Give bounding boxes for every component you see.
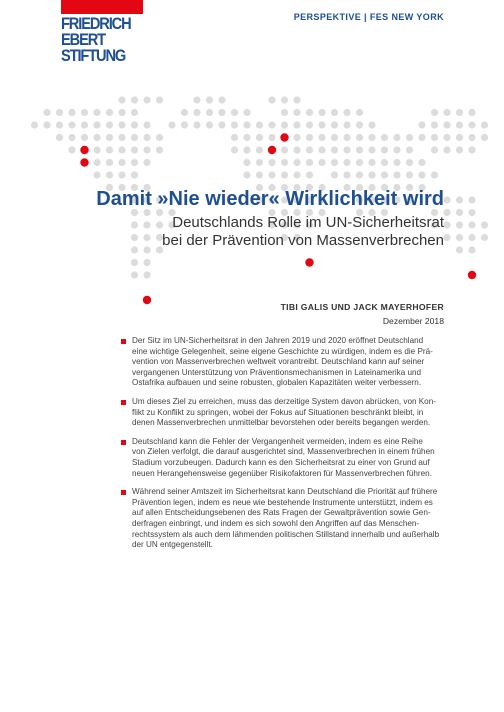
- bullet-text: [132, 487, 448, 551]
- map-dot: [343, 121, 350, 128]
- red-square-bullet-icon: [121, 490, 126, 495]
- map-dot: [43, 121, 50, 128]
- map-dot: [156, 146, 163, 153]
- map-dot: [218, 96, 225, 103]
- map-dot: [443, 209, 450, 216]
- map-dot: [481, 234, 488, 241]
- map-dot: [231, 121, 238, 128]
- bullet-text: [132, 336, 448, 389]
- bullet-line: Prävention legen, indem es neue wie bestehende Instrumente unterstützt, indem es: [132, 497, 433, 507]
- map-dot: [393, 146, 400, 153]
- map-accent-dot: [143, 296, 151, 304]
- map-accent-dot: [268, 146, 276, 154]
- map-dot: [368, 171, 375, 178]
- logo-red-bar: [61, 0, 143, 14]
- map-dot: [118, 146, 125, 153]
- map-dot: [143, 221, 150, 228]
- map-dot: [406, 159, 413, 166]
- map-dot: [443, 134, 450, 141]
- red-square-bullet-icon: [121, 339, 126, 344]
- map-dot: [468, 246, 475, 253]
- fes-logo: [61, 16, 147, 64]
- map-dot: [431, 134, 438, 141]
- map-dot: [418, 121, 425, 128]
- map-dot: [131, 221, 138, 228]
- map-dot: [68, 121, 75, 128]
- map-dot: [431, 146, 438, 153]
- subtitle: [162, 214, 444, 250]
- map-dot: [443, 121, 450, 128]
- bullet-line: auf allen Entscheidungsebenen des Rats Fragen der Gewaltprävention sowie Gen-: [132, 508, 431, 518]
- map-dot: [106, 121, 113, 128]
- map-accent-dot: [305, 258, 313, 266]
- bullet-line: Stadium vorzubeugen. Dadurch kann es den Sicherheitsrat zu einer von Grund auf: [132, 457, 430, 467]
- bullet-line: vergangenen Unterstützung von Präventionsmechanismen in Lateinamerika und: [132, 367, 422, 377]
- map-dot: [131, 259, 138, 266]
- map-dot: [268, 159, 275, 166]
- bullet-line: von Zielen verfolgt, die darauf ausgerichtet sind, Massenverbrechen in einem frühen: [132, 447, 435, 457]
- map-dot: [118, 134, 125, 141]
- bullet-line: eine wichtige Gelegenheit, seine eigene Geschichte zu würdigen, indem es die Prä-: [132, 346, 433, 356]
- bullet-line: vention von Massenverbrechen weltweit vorantreibt. Deutschland kann auf seiner: [132, 357, 425, 367]
- list-item: [132, 437, 448, 479]
- map-dot: [343, 146, 350, 153]
- publication-date: Dezember 2018: [382, 316, 444, 326]
- map-dot: [293, 134, 300, 141]
- map-dot: [406, 146, 413, 153]
- map-dot: [468, 234, 475, 241]
- map-dot: [93, 121, 100, 128]
- map-dot: [293, 109, 300, 116]
- map-dot: [331, 146, 338, 153]
- map-dot: [381, 134, 388, 141]
- map-dot: [456, 221, 463, 228]
- map-dot: [468, 196, 475, 203]
- map-dot: [456, 134, 463, 141]
- bullet-text: [132, 437, 448, 479]
- map-dot: [356, 159, 363, 166]
- map-dot: [281, 171, 288, 178]
- map-dot: [256, 159, 263, 166]
- map-dot: [231, 146, 238, 153]
- map-dot: [143, 159, 150, 166]
- map-dot: [93, 134, 100, 141]
- list-item: [132, 397, 448, 429]
- map-accent-dot: [80, 146, 88, 154]
- map-dot: [143, 96, 150, 103]
- map-dot: [143, 134, 150, 141]
- map-dot: [193, 96, 200, 103]
- map-dot: [331, 121, 338, 128]
- map-dot: [368, 121, 375, 128]
- map-dot: [456, 109, 463, 116]
- map-dot: [131, 146, 138, 153]
- map-dot: [443, 234, 450, 241]
- bullet-line: denen Massenverbrechen unmittelbar bevorstehen oder bereits begangen werden.: [132, 418, 431, 428]
- map-dot: [68, 146, 75, 153]
- map-dot: [243, 159, 250, 166]
- map-dot: [356, 109, 363, 116]
- map-dot: [118, 109, 125, 116]
- bullet-line: Um dieses Ziel zu erreichen, muss das derzeitige System davon abrücken, von Kon-: [132, 396, 436, 406]
- map-dot: [418, 171, 425, 178]
- map-dot: [243, 121, 250, 128]
- bullet-line: rechtssystem als auch dem lähmenden politischen Stillstand innerhalb und außerhalb: [132, 529, 440, 539]
- map-dot: [456, 196, 463, 203]
- map-dot: [481, 134, 488, 141]
- map-dot: [443, 109, 450, 116]
- map-dot: [293, 146, 300, 153]
- map-dot: [131, 96, 138, 103]
- map-dot: [356, 171, 363, 178]
- red-square-bullet-icon: [121, 440, 126, 445]
- map-dot: [93, 171, 100, 178]
- map-dot: [106, 159, 113, 166]
- map-dot: [93, 109, 100, 116]
- map-dot: [318, 121, 325, 128]
- logo-line: FRIEDRICH: [61, 14, 131, 33]
- map-dot: [131, 159, 138, 166]
- map-dot: [343, 159, 350, 166]
- map-accent-dot: [80, 158, 88, 166]
- bullet-line: Deutschland kann die Fehler der Vergangenheit vermeiden, indem es eine Reihe: [132, 436, 423, 446]
- map-dot: [306, 109, 313, 116]
- map-dot: [468, 109, 475, 116]
- map-dot: [293, 171, 300, 178]
- map-dot: [281, 146, 288, 153]
- map-dot: [331, 134, 338, 141]
- map-dot: [268, 134, 275, 141]
- map-accent-dot: [468, 271, 476, 279]
- bullet-line: der UN entgegenstellt.: [132, 540, 213, 550]
- map-dot: [381, 171, 388, 178]
- map-dot: [343, 109, 350, 116]
- map-dot: [281, 121, 288, 128]
- map-dot: [143, 246, 150, 253]
- map-dot: [106, 146, 113, 153]
- map-dot: [56, 121, 63, 128]
- map-dot: [418, 159, 425, 166]
- map-dot: [206, 109, 213, 116]
- map-dot: [118, 171, 125, 178]
- map-dot: [306, 171, 313, 178]
- map-dot: [343, 134, 350, 141]
- map-dot: [243, 171, 250, 178]
- map-dot: [131, 234, 138, 241]
- map-dot: [131, 134, 138, 141]
- map-dot: [443, 146, 450, 153]
- list-item: [132, 336, 448, 389]
- map-dot: [81, 121, 88, 128]
- map-dot: [93, 146, 100, 153]
- bullet-line: Während seiner Amtszeit im Sicherheitsrat kann Deutschland die Priorität auf frühere: [132, 487, 438, 497]
- map-dot: [81, 109, 88, 116]
- map-dot: [268, 96, 275, 103]
- map-dot: [356, 134, 363, 141]
- map-dot: [56, 134, 63, 141]
- map-dot: [106, 134, 113, 141]
- map-dot: [281, 109, 288, 116]
- logo-line: STIFTUNG: [61, 46, 126, 65]
- map-dot: [306, 121, 313, 128]
- map-dot: [81, 134, 88, 141]
- map-dot: [118, 159, 125, 166]
- map-dot: [231, 109, 238, 116]
- map-dot: [431, 171, 438, 178]
- bullet-line: flikt zu Konflikt zu springen, wobei der Fokus auf Situationen beschränkt bleibt, in: [132, 407, 424, 417]
- map-dot: [318, 109, 325, 116]
- bullet-line: Der Sitz im UN-Sicherheitsrat in den Jahren 2019 und 2020 eröffnet Deutschland: [132, 336, 424, 345]
- map-dot: [243, 109, 250, 116]
- map-dot: [293, 159, 300, 166]
- map-dot: [218, 121, 225, 128]
- map-dot: [443, 196, 450, 203]
- map-dot: [393, 159, 400, 166]
- map-dot: [431, 121, 438, 128]
- map-dot: [406, 171, 413, 178]
- map-dot: [481, 121, 488, 128]
- summary-bullets: [132, 336, 448, 559]
- map-dot: [181, 109, 188, 116]
- map-dot: [143, 146, 150, 153]
- map-dot: [393, 171, 400, 178]
- map-dot: [318, 159, 325, 166]
- map-dot: [381, 159, 388, 166]
- map-dot: [143, 271, 150, 278]
- map-dot: [356, 121, 363, 128]
- map-dot: [306, 159, 313, 166]
- map-dot: [106, 109, 113, 116]
- map-dot: [281, 159, 288, 166]
- map-dot: [68, 109, 75, 116]
- map-dot: [43, 109, 50, 116]
- map-dot: [131, 121, 138, 128]
- map-dot: [256, 171, 263, 178]
- map-dot: [218, 109, 225, 116]
- map-dot: [118, 96, 125, 103]
- map-dot: [356, 146, 363, 153]
- map-dot: [206, 121, 213, 128]
- authors: TIBI GALIS UND JACK MAYERHOFER: [280, 302, 444, 312]
- map-dot: [143, 121, 150, 128]
- map-dot: [481, 221, 488, 228]
- map-dot: [131, 109, 138, 116]
- map-dot: [456, 246, 463, 253]
- map-dot: [256, 146, 263, 153]
- map-dot: [156, 96, 163, 103]
- map-dot: [181, 121, 188, 128]
- map-dot: [468, 134, 475, 141]
- map-dot: [268, 121, 275, 128]
- map-dot: [281, 96, 288, 103]
- map-dot: [243, 134, 250, 141]
- bullet-line: derfragen einbringt, und indem es sich sowohl den Angriffen auf das Menschen-: [132, 518, 420, 528]
- map-dot: [68, 134, 75, 141]
- logo-line: EBERT: [61, 30, 105, 49]
- map-dot: [243, 146, 250, 153]
- map-dot: [143, 259, 150, 266]
- map-dot: [168, 121, 175, 128]
- map-dot: [131, 171, 138, 178]
- bullet-text: [132, 397, 448, 429]
- map-accent-dot: [280, 133, 288, 141]
- map-dot: [93, 159, 100, 166]
- map-dot: [318, 146, 325, 153]
- list-item: [132, 487, 448, 551]
- map-dot: [293, 96, 300, 103]
- map-dot: [231, 134, 238, 141]
- subtitle-line: Deutschlands Rolle im UN-Sicherheitsrat: [172, 214, 444, 231]
- map-dot: [31, 121, 38, 128]
- page-title: Damit »Nie wieder« Wirklichkeit wird: [96, 188, 444, 210]
- map-dot: [468, 209, 475, 216]
- bullet-line: Ostafrika aufbauen und seine robusten, globalen Kapazitäten weiter verbessern.: [132, 378, 422, 388]
- map-dot: [443, 221, 450, 228]
- map-dot: [256, 134, 263, 141]
- map-dot: [368, 134, 375, 141]
- map-dot: [468, 221, 475, 228]
- map-dot: [393, 134, 400, 141]
- map-dot: [406, 134, 413, 141]
- map-dot: [456, 234, 463, 241]
- map-dot: [193, 121, 200, 128]
- map-dot: [456, 121, 463, 128]
- subtitle-line: bei der Prävention von Massenverbrechen: [162, 232, 444, 249]
- map-dot: [368, 146, 375, 153]
- map-dot: [131, 246, 138, 253]
- map-dot: [468, 146, 475, 153]
- map-dot: [331, 159, 338, 166]
- map-dot: [381, 146, 388, 153]
- map-dot: [293, 121, 300, 128]
- red-square-bullet-icon: [121, 400, 126, 405]
- bullet-line: neuen Herangehensweise gegenüber Risikofaktoren für Massenverbrechen führen.: [132, 468, 432, 478]
- map-dot: [143, 234, 150, 241]
- map-dot: [456, 146, 463, 153]
- map-dot: [118, 121, 125, 128]
- map-dot: [206, 96, 213, 103]
- map-dot: [418, 134, 425, 141]
- map-dot: [306, 146, 313, 153]
- map-dot: [331, 171, 338, 178]
- map-dot: [256, 121, 263, 128]
- map-dot: [193, 109, 200, 116]
- map-dot: [456, 209, 463, 216]
- map-dot: [268, 171, 275, 178]
- map-dot: [331, 109, 338, 116]
- map-dot: [468, 121, 475, 128]
- map-dot: [56, 109, 63, 116]
- map-dot: [431, 109, 438, 116]
- map-dot: [156, 134, 163, 141]
- map-dot: [106, 171, 113, 178]
- map-dot: [343, 171, 350, 178]
- map-dot: [131, 271, 138, 278]
- map-dot: [318, 134, 325, 141]
- map-dot: [306, 134, 313, 141]
- map-dot: [368, 159, 375, 166]
- series-label: PERSPEKTIVE | FES NEW YORK: [293, 12, 444, 22]
